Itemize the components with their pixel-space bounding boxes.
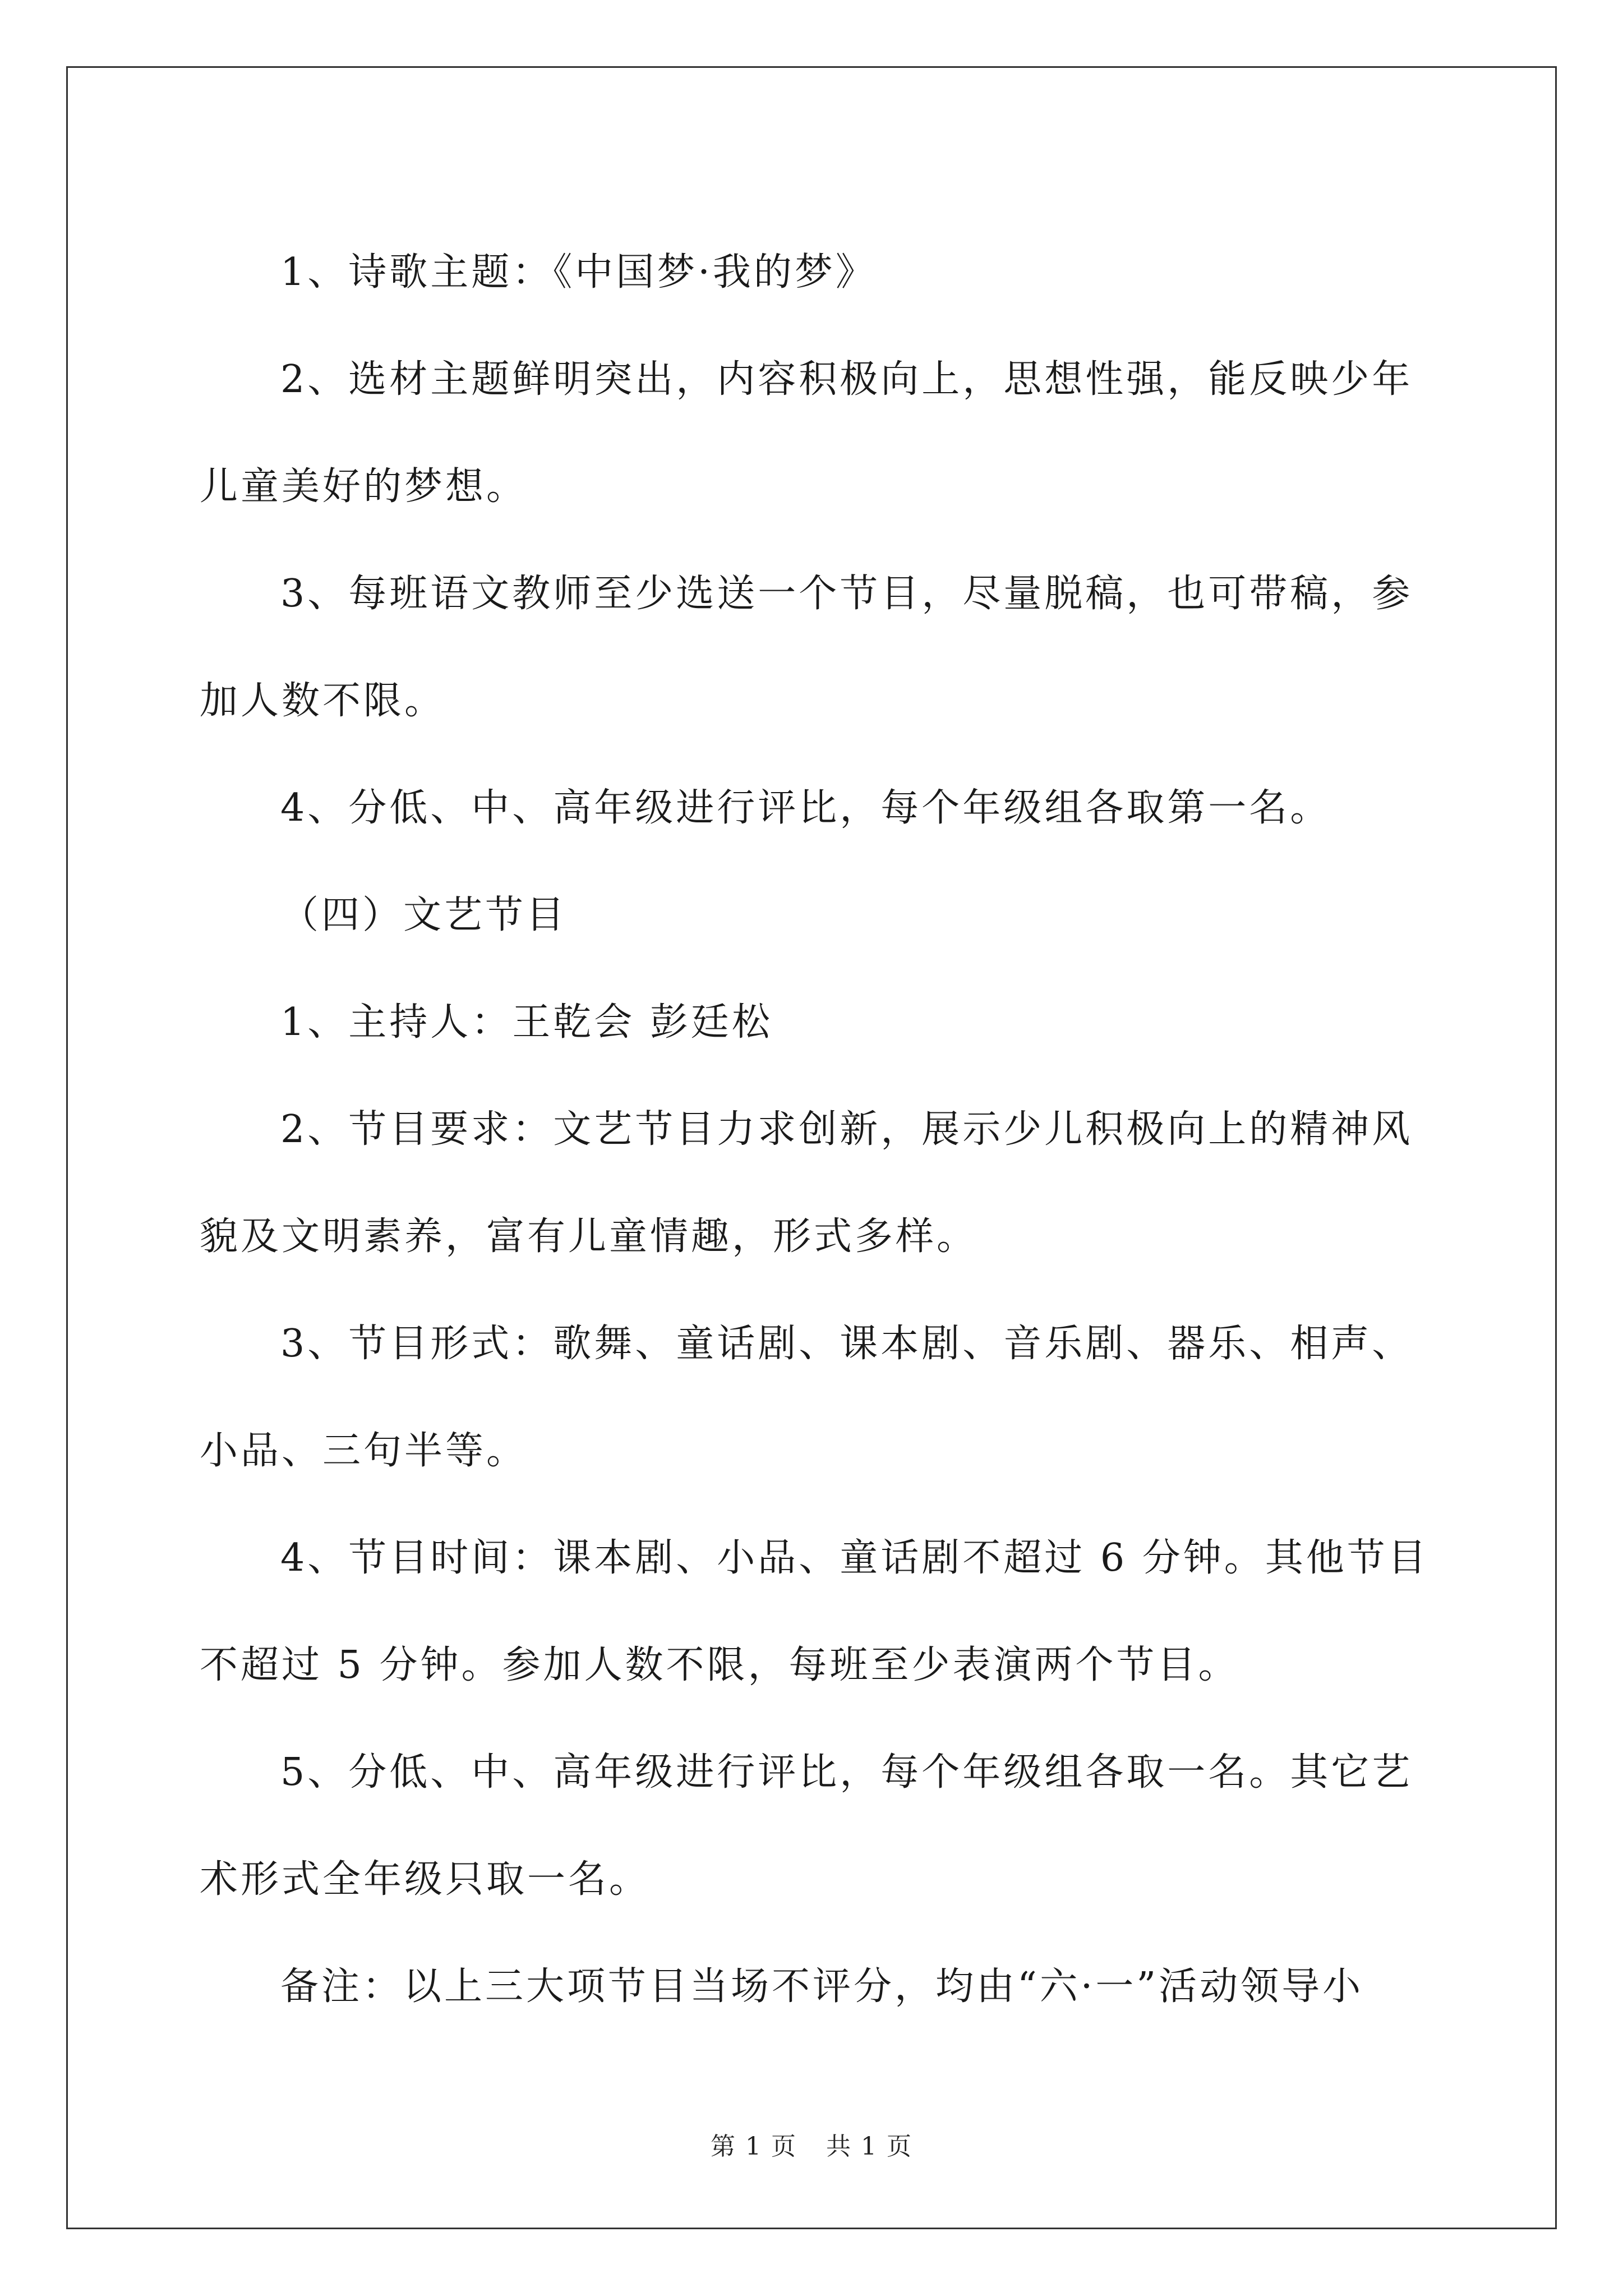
paragraph-teacher-submission: 3、每班语文教师至少选送一个节目，尽量脱稿，也可带稿，参加人数不限。 [200,572,1413,723]
paragraph-material-requirement: 2、选材主题鲜明突出，内容积极向上，思想性强，能反映少年儿童美好的梦想。 [200,357,1413,509]
paragraph-grade-evaluation: 4、分低、中、高年级进行评比，每个年级组各取第一名。 [280,786,1331,830]
section-heading-performances: （四）文艺节目 [280,893,568,937]
page-number: 第 1 页 [711,2132,797,2161]
page-footer [0,2126,1623,2162]
paragraph-poetry-theme: 1、诗歌主题：《中国梦·我的梦》 [280,250,877,295]
page-total: 共 1 页 [826,2132,912,2161]
paragraph-program-evaluation: 5、分低、中、高年级进行评比，每个年级组各取一名。其它艺术形式全年级只取一名。 [200,1750,1413,1902]
document-body [200,219,1439,2040]
paragraph-remark: 备注：以上三大项节目当场不评分，均由“六·一”活动领导小 [280,1964,1364,2009]
paragraph-program-time: 4、节目时间：课本剧、小品、童话剧不超过 6 分钟。其他节目不超过 5 分钟。参加人数不限，每班至少表演两个节目。 [200,1536,1429,1687]
paragraph-program-forms: 3、节目形式：歌舞、童话剧、课本剧、音乐剧、器乐、相声、小品、三句半等。 [200,1322,1413,1473]
paragraph-program-requirements: 2、节目要求：文艺节目力求创新，展示少儿积极向上的精神风貌及文明素养，富有儿童情趣，形式多样。 [200,1107,1413,1259]
paragraph-hosts: 1、主持人：王乾会 彭廷松 [280,1000,773,1045]
